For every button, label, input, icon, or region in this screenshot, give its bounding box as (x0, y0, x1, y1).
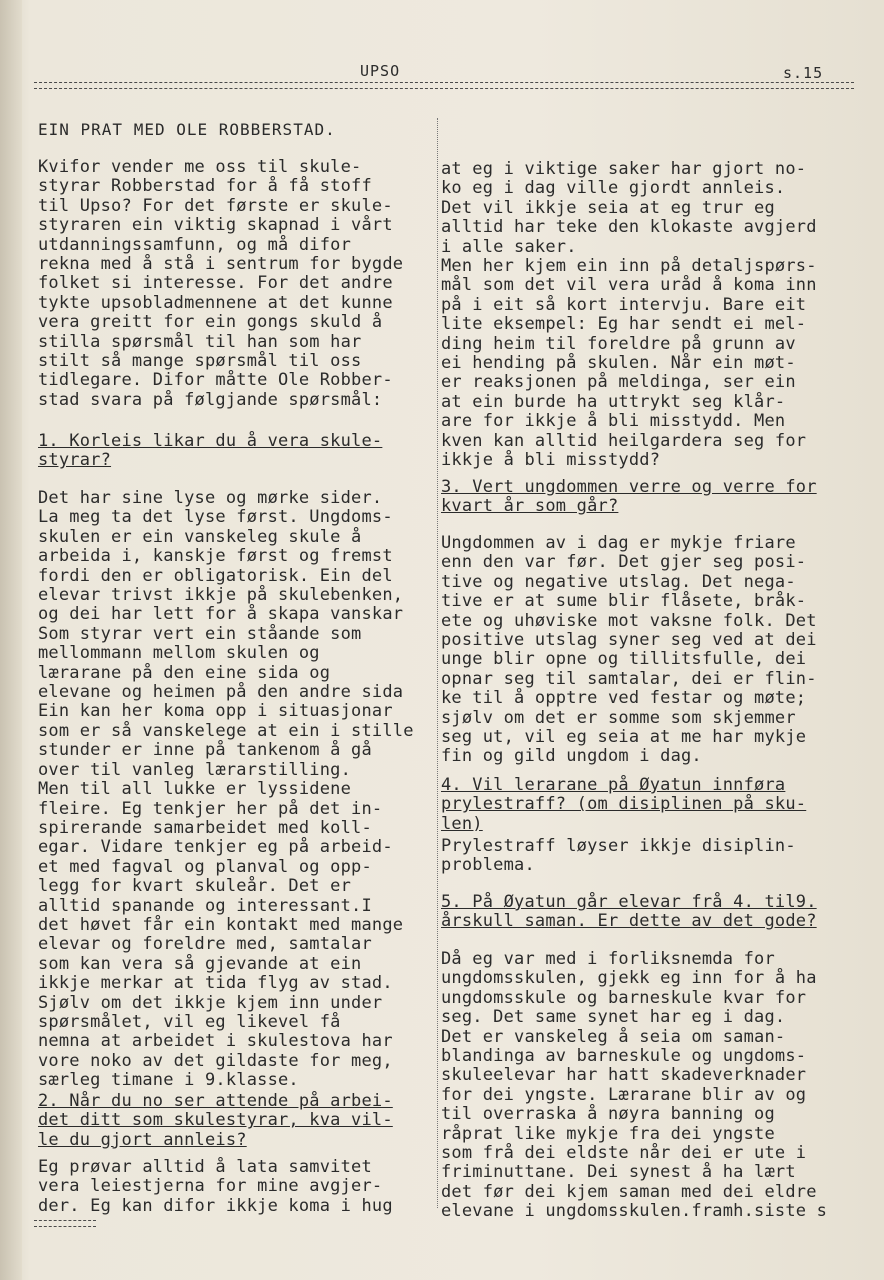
answer-2: Eg prøvar alltid å lata samvitet vera leiestjerna for mine avgjer- der. Eg kan difor ikkje koma i hug (38, 1157, 393, 1216)
intro-paragraph: Kvifor vender me oss til skule- styrar Robberstad for å få stoff til Upso? For det første er skule- styraren ein viktig skapnad i vårt utdanningssamfunn, og må difor rekna med å stå i sentrum for bygde folket si interesse. For det andre tykte upsobladmennene at det kunne vera greitt for ein gongs skuld å stilla spørsmål til han som har stilt så mange spørsmål til oss tidlegare. Difor måtte Ole Robber- stad svara på følgjande spørsmål: (38, 157, 404, 410)
question-4: 4. Vil lerarane på Øyatun innføra prylestraff? (om disiplinen på sku- len) (441, 775, 807, 834)
column-divider (437, 118, 438, 1208)
left-column (38, 0, 436, 1216)
right-column (441, 0, 861, 1222)
binding-edge (0, 0, 22, 1280)
article-title: EIN PRAT MED OLE ROBBERSTAD. (38, 120, 336, 139)
answer-2-continued: at eg i viktige saker har gjort no- ko eg i dag ville gjordt annleis. Det vil ikkje seia at eg trur eg alltid har teke den klokaste avgjerd i alle saker. Men her kjem ein inn på detaljspørs- mål som det vil vera uråd å koma inn på i eit så kort intervju. Bare eit lite eksempel: Eg har sendt ei mel- ding heim til foreldre på grunn av ei hending på skulen. Når ein møt- er reaksjonen på meldinga, ser ein at ein burde ha uttrykt seg klår- are for ikkje å bli misstydd. Men kven kan alltid heilgardera seg for ikkje å bli misstydd? (441, 159, 817, 471)
answer-3: Ungdommen av i dag er mykje friare enn den var før. Det gjer seg posi- tive og negative utslag. Det nega- tive er at sume blir flåsete, bråk- ete og uhøviske mot vaksne folk. Det positive utslag syner seg ved at dei unge blir opne og tillitsfulle, dei opnar seg til samtalar, dei er flin- ke til å opptre ved festar og møte; sjølv om det er somme som skjemmer seg ut, vil eg seia at me har mykje fin og gild ungdom i dag. (441, 533, 817, 767)
page-number: s.15 (783, 64, 824, 82)
answer-5: Då eg var med i forliksnemda for ungdomsskulen, gjekk eg inn for å ha ungdomsskule og barneskule kvar for seg. Det same synet har eg i dag. Det er vanskeleg å seia om saman- blandinga av barneskule og ungdoms- skuleelevar har hatt skadeverknader for dei yngste. Lærarane blir av og til overraska å nøyra banning og råprat like mykje fra dei yngste som frå dei eldste når dei er ute i friminuttane. Dei synest å ha lært det før dei kjem saman med dei eldre elevane i ungdomsskulen.framh.siste s (441, 949, 828, 1222)
question-3: 3. Vert ungdommen verre og verre for kvart år som går? (441, 477, 817, 517)
question-1: 1. Korleis likar du å vera skule- styrar? (38, 431, 383, 471)
question-5: 5. På Øyatun går elevar frå 4. til9. årskull saman. Er dette av det gode? (441, 892, 817, 932)
answer-1: Det har sine lyse og mørke sider. La meg ta det lyse først. Ungdoms- skulen er ein vanskeleg skule å arbeida i, kanskje først og fremst fordi den er obligatorisk. Ein del elevar trivst ikkje på skulebenken, og dei har lett for å skapa vanskar Som styrar vert ein ståande som mellommann mellom skulen og lærarane på den eine sida og elevane og heimen på den andre sida Ein kan her koma opp i situasjonar som er så vanskelege at ein i stille stunder er inne på tankenom å gå over til vanleg lærarstilling. Men til all lukke er lyssidene fleire. Eg tenkjer her på det in- spirerande samarbeidet med koll- egar. Vidare tenkjer eg på arbeid- et med fagval og planval og opp- legg for kvart skuleår. Det er alltid spanande og interessant.I det høvet får ein kontakt med mange elevar og foreldre med, samtalar som kan vera så gjevande at ein ikkje merkar at tida flyg av stad. Sjølv om det ikkje kjem inn under spørsmålet, vil eg likevel få nemna at arbeidet i skulestova har vore noko av det gildaste for meg, særleg timane i 9.klasse. (38, 488, 414, 1091)
header-title: UPSO (360, 62, 401, 80)
question-2: 2. Når du no ser attende på arbei- det ditt som skulestyrar, kva vil- le du gjort annleis? (38, 1091, 393, 1150)
answer-4: Prylestraff løyser ikkje disiplin- problema. (441, 836, 796, 876)
footer-rule (34, 1220, 96, 1227)
